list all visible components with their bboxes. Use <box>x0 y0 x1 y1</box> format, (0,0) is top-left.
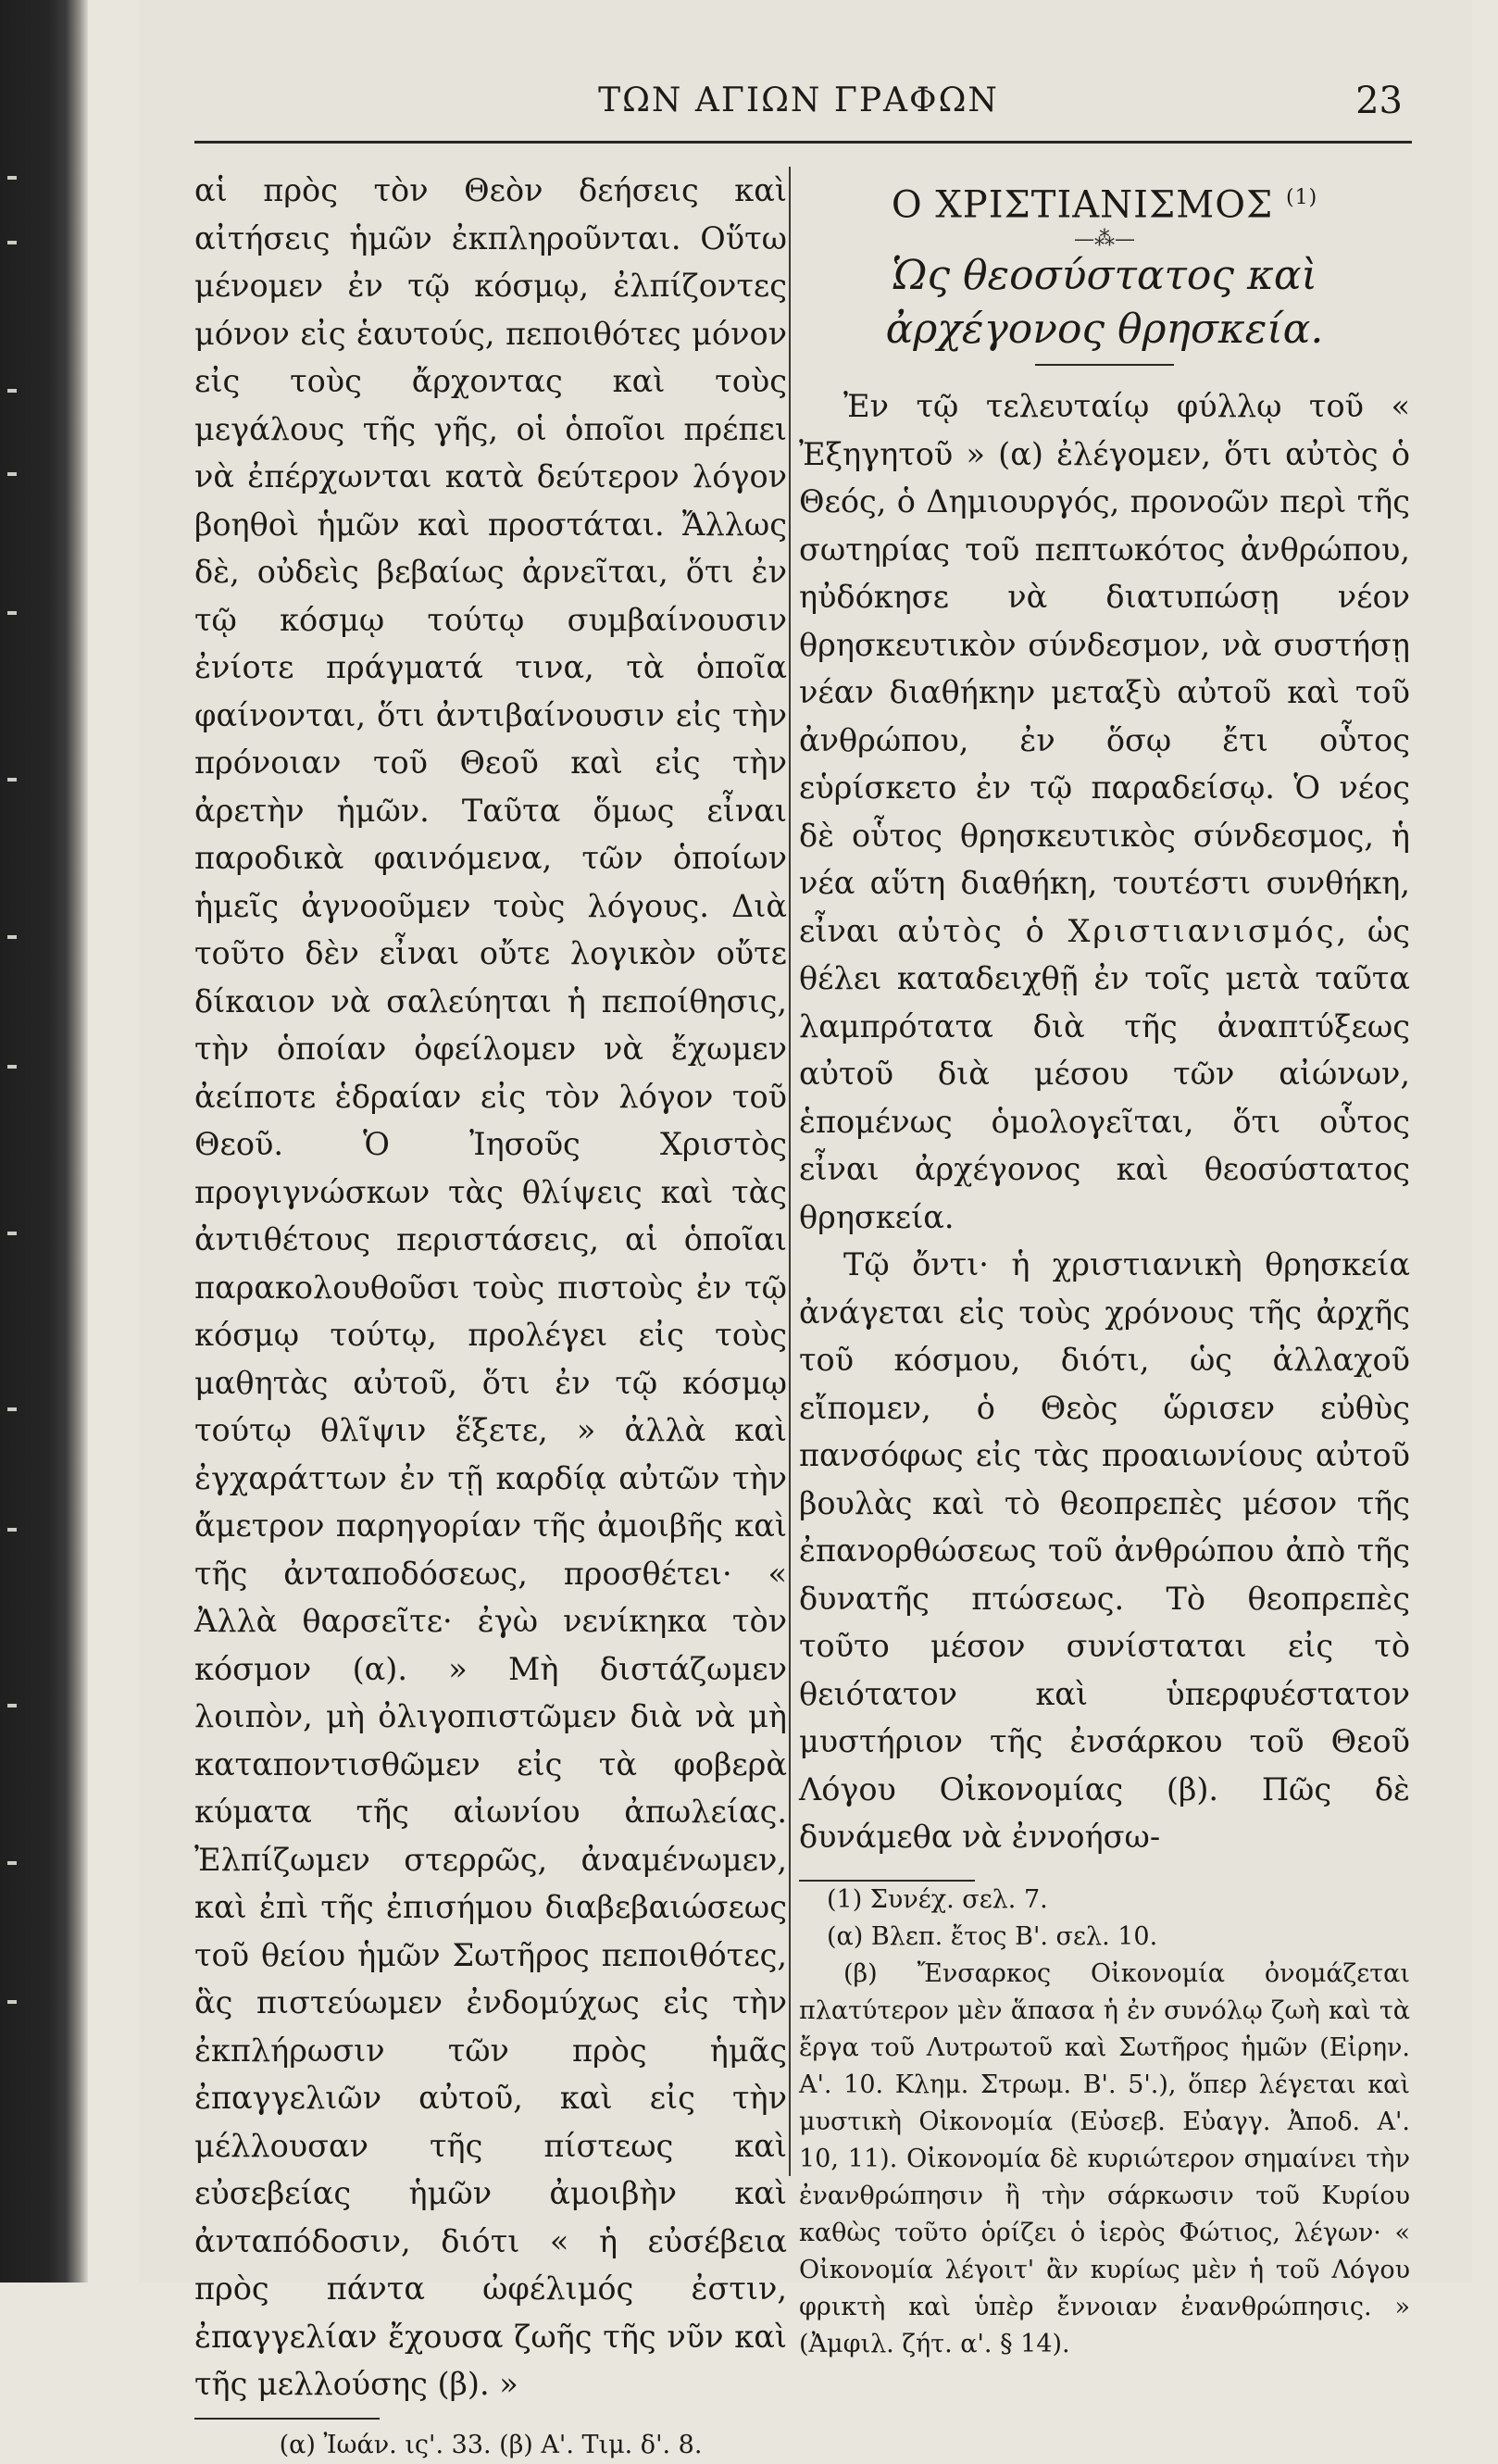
paragraph-1-spaced: αὐτὸς ὁ Χριστιανισμός, <box>897 912 1350 949</box>
section-title <box>799 172 1410 231</box>
book-page <box>139 0 1472 2459</box>
header-rule <box>194 141 1412 144</box>
footnote-b: (β) Ἔνσαρκος Οἰκονομία ὀνομάζεται πλατύτερον μὲν ἅπασα ἡ ἐν συνόλῳ ζωὴ καὶ τὰ ἔργα τοῦ Λυτρωτοῦ καὶ Σωτῆρος ἡμῶν (Εἰρην. Α'. 10. Κλημ. Στρωμ. Β'. 5'.), ὅπερ λέγεται καὶ μυστικὴ Οἰκονομία (Εὐσεβ. Εὐαγγ. Ἀποδ. Α'. 10, 11). Οἰκονομία δὲ κυριώτερον σημαίνει τὴν ἐνανθρώπησιν ἢ τὴν σάρκωσιν τοῦ Κυρίου καθὼς τοῦτο ὁρίζει ὁ ἱερὸς Φώτιος, λέγων· « Οἰκονομία λέγοιτ' ἂν κυρίως μὲν ἡ τοῦ Λόγου φρικτὴ καὶ ὑπὲρ ἔννοιαν ἐνανθρώπησις. » (Ἀμφιλ. ζήτ. α'. § 14). <box>799 1958 1410 2358</box>
title-ornament: —⁂— <box>1074 228 1135 252</box>
paragraph-1-b: ὡς θέλει καταδειχθῇ ἐν τοῖς μετὰ ταῦτα λαμπρότατα διὰ τῆς ἀναπτύξεως αὐτοῦ διὰ μέσου τῶν αἰώνων, ἑπομένως ὁμολογεῖται, ὅτι οὗτος εἶναι ἀρχέγονος καὶ θεοσύστατος θρησκεία. <box>799 912 1410 1235</box>
subtitle-rule <box>1035 364 1174 366</box>
section-title-text: Ο ΧΡΙΣΤΙΑΝΙΣΜΟΣ <box>891 183 1274 227</box>
adjacent-page-edge <box>0 139 26 2176</box>
paragraph-1-a: Ἐν τῷ τελευταίῳ φύλλῳ τοῦ « Ἐξηγητοῦ » (α) ἐλέγομεν, ὅτι αὐτὸς ὁ Θεός, ὁ Δημιουργός, προνοῶν περὶ τῆς σωτηρίας τοῦ πεπτωκότος ἀνθρώπου, ηὐδόκησε νὰ διατυπώσῃ νέον θρησκευτικὸν σύνδεσμον, νὰ συστήσῃ νέαν διαθήκην μεταξὺ αὐτοῦ καὶ τοῦ ἀνθρώπου, ἐν ὅσῳ ἔτι οὗτος εὑρίσκετο ἐν τῷ παραδείσῳ. Ὁ νέος δὲ οὗτος θρησκευτικὸς σύνδεσμος, ἡ νέα αὕτη διαθήκη, τουτέστι συνθήκη, εἶναι <box>799 388 1410 949</box>
right-column <box>799 167 1410 2363</box>
column-divider <box>789 167 791 2176</box>
running-title: ΤΩΝ ΑΓΙΩΝ ΓΡΑΦΩΝ <box>598 81 999 119</box>
left-column-text: αἱ πρὸς τὸν Θεὸν δεήσεις καὶ αἰτήσεις ἡμῶν ἐκπληροῦνται. Οὕτω μένομεν ἐν τῷ κόσμῳ, ἐλπίζοντες μόνον εἰς ἑαυτούς, πεποιθότες μόνον εἰς τοὺς ἄρχοντας καὶ τοὺς μεγάλους τῆς γῆς, οἱ ὁποῖοι πρέπει νὰ ἐπέρχωνται κατὰ δεύτερον λόγον βοηθοὶ ἡμῶν καὶ προστάται. Ἄλλως δὲ, οὐδεὶς βεβαίως ἀρνεῖται, ὅτι ἐν τῷ κόσμῳ τούτῳ συμβαίνουσιν ἐνίοτε πράγματά τινα, τὰ ὁποῖα φαίνονται, ὅτι ἀντιβαίνουσιν εἰς τὴν πρόνοιαν τοῦ Θεοῦ καὶ εἰς τὴν ἀρετὴν ἡμῶν. Ταῦτα ὅμως εἶναι παροδικὰ φαινόμενα, τῶν ὁποίων ἡμεῖς ἀγνοοῦμεν τοὺς λόγους. Διὰ τοῦτο δὲν εἶναι οὔτε λογικὸν οὔτε δίκαιον νὰ σαλεύηται ἡ πεποίθησις, τὴν ὁποίαν ὀφείλομεν νὰ ἔχωμεν ἀείποτε ἑδραίαν εἰς τὸν λόγον τοῦ Θεοῦ. Ὁ Ἰησοῦς Χριστὸς προγιγνώσκων τὰς θλίψεις καὶ τὰς ἀντιθέτους περιστάσεις, αἱ ὁποῖαι παρακολουθοῦσι τοὺς πιστοὺς ἐν τῷ κόσμῳ τούτῳ, προλέγει εἰς τοὺς μαθητὰς αὐτοῦ, ὅτι ἐν τῷ κόσμῳ τούτῳ θλῖψιν ἕξετε, » ἀλλὰ καὶ ἐγχαράττων ἐν τῇ καρδίᾳ αὐτῶν τὴν ἄμετρον παρηγορίαν τῆς ἀμοιβῆς καὶ τῆς ἀνταποδόσεως, προσθέτει· « Ἀλλὰ θαρσεῖτε· ἐγὼ νενίκηκα τὸν κόσμον (α). » Μὴ διστάζωμεν λοιπὸν, μὴ ὀλιγοπιστῶμεν διὰ νὰ μὴ καταποντισθῶμεν εἰς τὰ φοβερὰ κύματα τῆς αἰωνίου ἀπωλείας. Ἐλπίζωμεν στερρῶς, ἀναμένωμεν, καὶ ἐπὶ τῆς ἐπισήμου διαβεβαιώσεως τοῦ θείου ἡμῶν Σωτῆρος πεποιθότες, ἃς πιστεύωμεν ἐνδομύχως εἰς τὴν ἐκπλήρωσιν τῶν πρὸς ἡμᾶς ἐπαγγελιῶν αὐτοῦ, καὶ εἰς τὴν μέλλουσαν τῆς πίστεως καὶ εὐσεβείας ἡμῶν ἀμοιβὴν καὶ ἀνταπόδοσιν, διότι « ἡ εὐσέβεια πρὸς πάντα ὠφέλιμός ἐστιν, ἐπαγγελίαν ἔχουσα ζωῆς τῆς νῦν καὶ τῆς μελλούσης (β). » <box>194 172 787 2402</box>
left-footnotes <box>194 2420 787 2464</box>
footnote-1: (1) Συνέχ. σελ. 7. <box>827 1884 1048 1914</box>
right-footnotes <box>799 1882 1410 2363</box>
left-column <box>194 167 787 2464</box>
footnote-text: (α) Ἰωάν. ις'. 33. (β) Α'. Τιμ. δ'. 8. <box>279 2430 703 2459</box>
footnote-a: (α) Βλεπ. ἔτος Β'. σελ. 10. <box>827 1921 1158 1951</box>
section-title-note: (1) <box>1286 186 1318 209</box>
paragraph-1 <box>799 382 1410 1241</box>
paragraph-2: Τῷ ὄντι· ἡ χριστιανικὴ θρησκεία ἀνάγεται εἰς τοὺς χρόνους τῆς ἀρχῆς τοῦ κόσμου, διότι, ὡς ἀλλαχοῦ εἴπομεν, ὁ Θεὸς ὥρισεν εὐθὺς πανσόφως εἰς τὰς προαιωνίους αὐτοῦ βουλὰς καὶ τὸ θεοπρεπὲς μέσον τῆς ἐπανορθώσεως τοῦ ἀνθρώπου ἀπὸ τῆς δυνατῆς πτώσεως. Τὸ θεοπρεπὲς τοῦτο μέσον συνίσταται εἰς τὸ θειότατον καὶ ὑπερφυέστατον μυστήριον τῆς ἐνσάρκου τοῦ Θεοῦ Λόγου Οἰκονομίας (β). Πῶς δὲ δυνάμεθα νὰ ἐννοήσω- <box>799 1246 1410 1856</box>
page-number: 23 <box>1355 80 1403 122</box>
section-subtitle: Ὡς θεοσύστατος καὶ ἀρχέγονος θρησκεία. <box>885 252 1324 354</box>
page-header <box>194 81 1403 137</box>
